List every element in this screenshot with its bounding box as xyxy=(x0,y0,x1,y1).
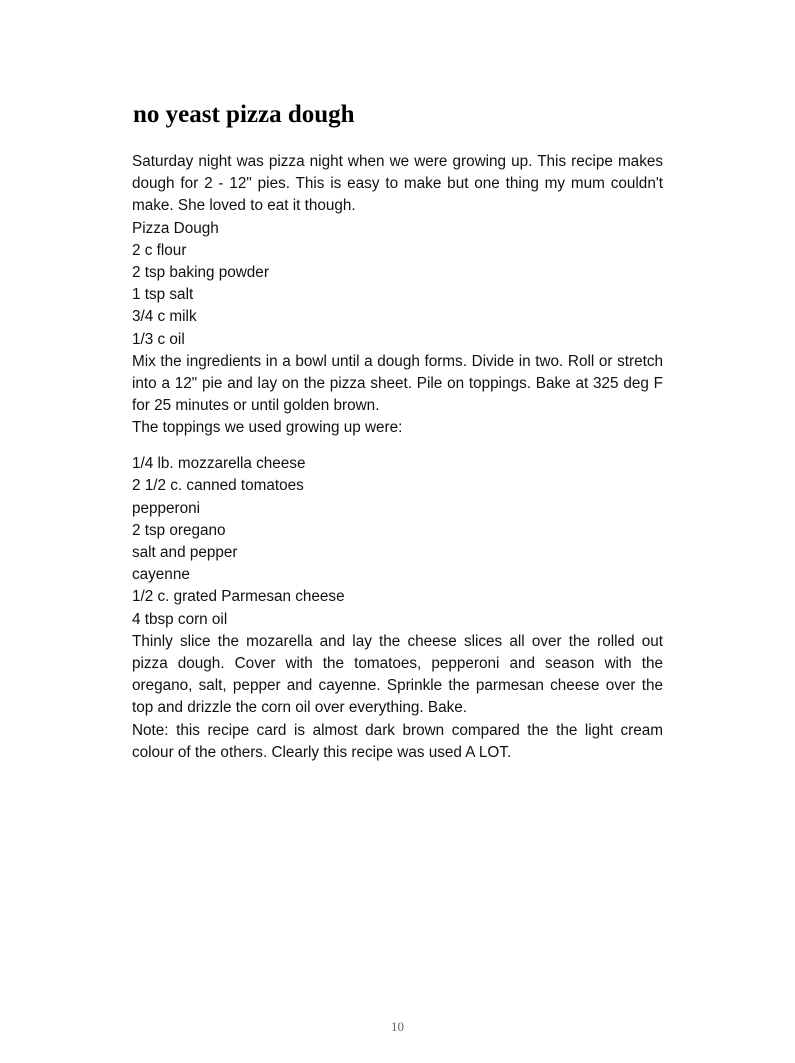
toppings-instructions: Thinly slice the mozarella and lay the cheese slices all over the rolled out pizza dough. Cover with the tomatoes, pepperoni and season with the oregano, salt, pepper and cayenne. Sprinkle the parmesan cheese over the top and drizzle the corn oil over everything. Bake. xyxy=(132,632,663,717)
dough-instructions: Mix the ingredients in a bowl until a dough forms. Divide in two. Roll or stretch into a 12" pie and lay on the pizza sheet. Pile on toppings. Bake at 325 deg F for 25 minutes or until golden brown. xyxy=(132,352,663,415)
dough-ingredient: 2 c flour xyxy=(132,241,187,259)
intro-paragraph: Saturday night was pizza night when we were growing up. This recipe makes dough for 2 - 12" pies. This is easy to make but one thing my mum couldn't make. She loved to eat it though. xyxy=(132,153,663,215)
topping-ingredient: 2 1/2 c. canned tomatoes xyxy=(132,477,304,495)
dough-heading: Pizza Dough xyxy=(132,219,219,237)
topping-ingredient: salt and pepper xyxy=(132,543,238,561)
toppings-heading: The toppings we used growing up were: xyxy=(132,419,403,437)
topping-ingredient: pepperoni xyxy=(132,499,201,517)
topping-ingredient: 1/2 c. grated Parmesan cheese xyxy=(132,588,345,606)
page-title: no yeast pizza dough xyxy=(133,101,355,128)
recipe-body xyxy=(132,151,663,764)
page-number: 10 xyxy=(391,1019,404,1034)
note-paragraph: Note: this recipe card is almost dark brown compared the the light cream colour of the others. Clearly this recipe was used A LOT. xyxy=(132,721,663,761)
topping-ingredient: 4 tbsp corn oil xyxy=(132,610,228,628)
dough-ingredient: 2 tsp baking powder xyxy=(132,264,269,282)
topping-ingredient: cayenne xyxy=(132,566,190,584)
dough-ingredient: 3/4 c milk xyxy=(132,308,197,326)
topping-ingredient: 1/4 lb. mozzarella cheese xyxy=(132,455,306,473)
topping-ingredient: 2 tsp oregano xyxy=(132,521,226,539)
paragraph-spacer xyxy=(132,440,663,454)
dough-ingredient: 1 tsp salt xyxy=(132,286,194,304)
dough-ingredient: 1/3 c oil xyxy=(132,330,185,348)
